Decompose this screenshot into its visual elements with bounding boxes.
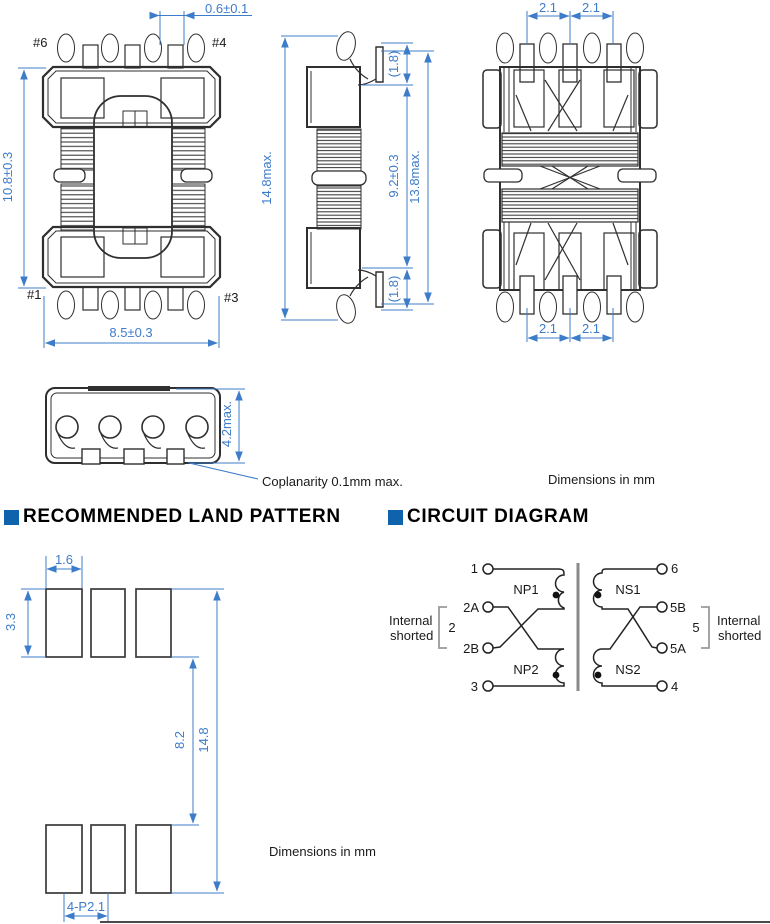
pin-1-label: 1 (470, 561, 478, 576)
side-view-drawing (307, 30, 383, 325)
pin-3-label: 3 (470, 679, 478, 694)
winding-np1-label: NP1 (513, 582, 539, 597)
winding-np2-label: NP2 (513, 662, 539, 677)
dim-front-height-label: 4.2max. (219, 400, 234, 448)
dim-pad-width-label: 1.6 (54, 552, 74, 567)
top-view-dimensions (18, 11, 252, 348)
dim-pitch-label: 4-P2.1 (66, 899, 106, 914)
dimensions-note-top: Dimensions in mm (548, 472, 655, 487)
coplanarity-note: Coplanarity 0.1mm max. (262, 474, 403, 489)
dim-core-height-label: 9.2±0.3 (386, 154, 401, 198)
internal-shorted-left-line2: shorted (390, 628, 434, 643)
dim-lead-top-label: (1.8) (386, 50, 401, 78)
bracket-2-label: 2 (448, 620, 456, 635)
land-pattern-drawing (0, 550, 400, 924)
pin-number-label-4: #4 (212, 35, 227, 50)
internal-shorted-left-line1: Internal (389, 613, 433, 628)
pin-6-label: 6 (671, 561, 679, 576)
dim-pad-height-label: 3.3 (3, 612, 18, 632)
pin-number-label-1: #1 (27, 287, 42, 302)
pin-number-label-6: #6 (33, 35, 48, 50)
circuit-title: CIRCUIT DIAGRAM (407, 506, 590, 527)
short-brackets (439, 607, 709, 648)
dim-overall-label: 14.8 (196, 727, 211, 753)
pin-2b-label: 2B (463, 641, 479, 656)
dim-row-gap-label: 8.2 (172, 730, 187, 750)
winding-ns2-label: NS2 (615, 662, 641, 677)
winding-view-drawing (483, 33, 657, 322)
pin-4-label: 4 (671, 679, 679, 694)
front-view-drawing (46, 386, 220, 464)
land-pattern-title: RECOMMENDED LAND PATTERN (23, 506, 341, 527)
dim-pitch-top-right-label: 2.1 (581, 0, 601, 15)
dim-body-width-label: 8.5±0.3 (109, 325, 153, 340)
land-pads (46, 589, 171, 893)
dim-pitch-bottom-left-label: 2.1 (538, 321, 558, 336)
winding-ns1-label: NS1 (615, 582, 641, 597)
pin-2a-label: 2A (463, 600, 479, 615)
pin-5b-label: 5B (670, 600, 686, 615)
pin-number-label-3: #3 (224, 290, 239, 305)
dim-outer-height-label: 13.8max. (407, 150, 422, 204)
internal-shorted-right-line1: Internal (717, 613, 761, 628)
dim-lead-bottom-label: (1.8) (386, 275, 401, 303)
heading-square-icon (388, 510, 403, 525)
dim-pitch-top-left-label: 2.1 (538, 0, 558, 15)
dim-overall-height-label: 14.8max. (259, 151, 274, 205)
dim-lead-width-label: 0.6±0.1 (205, 1, 249, 16)
pin-5a-label: 5A (670, 641, 686, 656)
page-divider (100, 921, 770, 923)
land-pattern-dimensions (21, 556, 224, 922)
internal-shorted-right-line2: shorted (718, 628, 762, 643)
dim-body-height-label: 10.8±0.3 (0, 151, 15, 203)
heading-square-icon (4, 510, 19, 525)
dimensions-note-land: Dimensions in mm (269, 844, 376, 859)
land-pattern-heading (4, 507, 341, 527)
circuit-diagram-drawing (380, 550, 770, 700)
circuit-heading (388, 507, 589, 527)
top-view-drawing (43, 34, 220, 319)
bracket-5-label: 5 (692, 620, 700, 635)
dim-pitch-bottom-right-label: 2.1 (581, 321, 601, 336)
